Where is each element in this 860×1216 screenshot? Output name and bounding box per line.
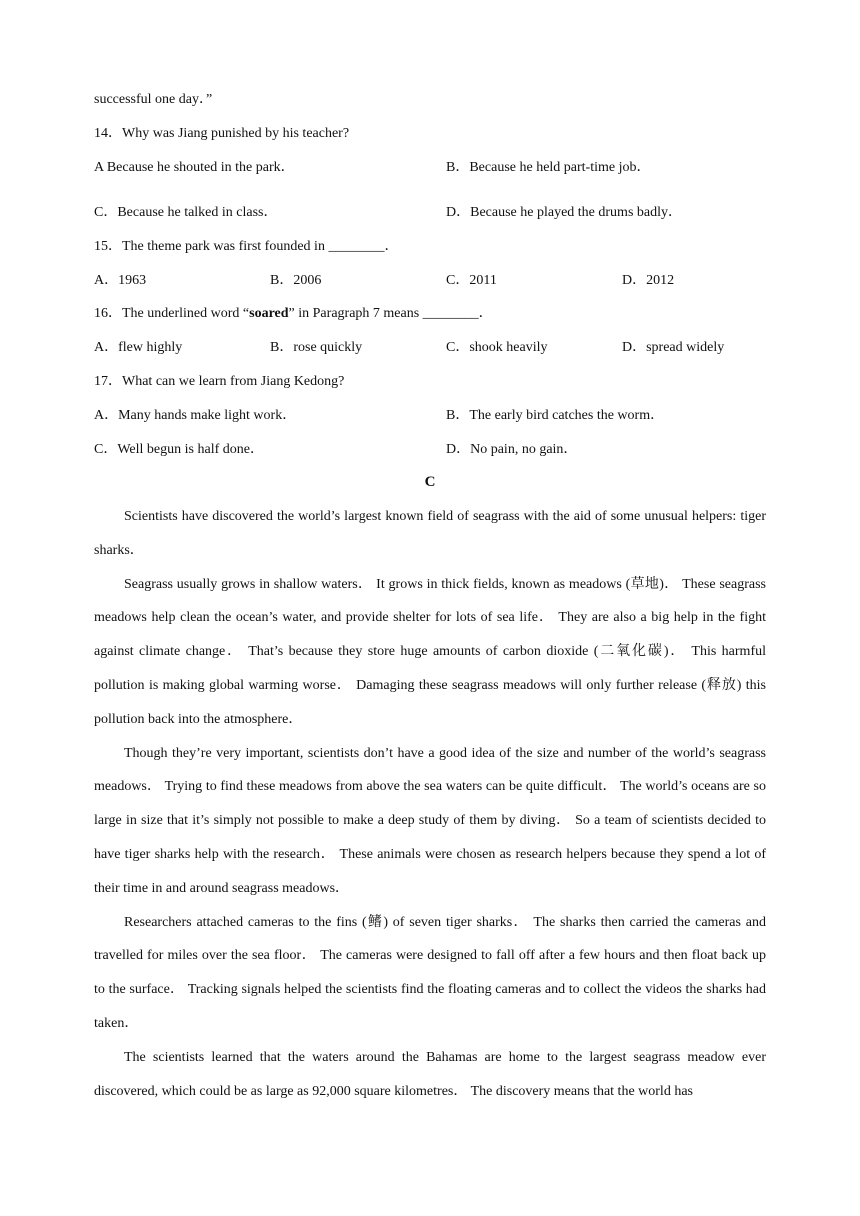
passage-paragraph-2: Seagrass usually grows in shallow waters． It grows in thick fields, known as meadows (草地)． These seagrass meadows help clean the ocean’s water, and provide shelter for lots of sea life． They are also a big help in the fight against climate change． That’s because they store huge amounts of carbon dioxide (二氧化碳)． This harmful pollution is making global warming worse． Damaging these seagrass meadows will only further release (释放) this pollution back into the atmosphere． — [94, 576, 766, 727]
question-14-option-a: A Because he shouted in the park． — [94, 160, 295, 175]
question-15-option-c: C．2011 — [446, 273, 497, 288]
passage-paragraph-4: Researchers attached cameras to the fins (鳍) of seven tiger sharks． The sharks then carried the cameras and travelled for miles over the sea floor． The cameras were designed to fall off after a few hours and then float back up to the surface． Tracking signals helped the scientists find the floating cameras and to collect the videos the sharks had taken． — [94, 914, 766, 1031]
question-16-stem-before: 16．The underlined word “ — [94, 306, 250, 321]
passage-paragraph-1: Scientists have discovered the world’s largest known field of seagrass with the aid of some unusual helpers: tiger sharks． — [94, 509, 766, 558]
question-16-stem-after: ” in Paragraph 7 means ________． — [288, 306, 493, 321]
question-16-target-word: soared — [249, 306, 289, 321]
question-17-option-b: B．The early bird catches the worm． — [446, 408, 665, 423]
question-14-option-c: C．Because he talked in class． — [94, 205, 278, 220]
passage-c — [94, 500, 766, 1108]
question-16-option-a: A．flew highly — [94, 340, 183, 355]
question-16-option-b: B．rose quickly — [270, 340, 363, 355]
question-16-option-d: D．spread widely — [622, 340, 725, 355]
question-15-option-d: D．2012 — [622, 273, 675, 288]
continued-line: successful one day．” — [94, 92, 213, 107]
question-14-option-d: D．Because he played the drums badly． — [446, 205, 682, 220]
question-16-stem — [94, 305, 493, 323]
passage-paragraph-5: The scientists learned that the waters around the Bahamas are home to the largest seagrass meadow ever discovered, which could be as large as 92,000 square kilometres． The discovery means that the world has — [94, 1049, 766, 1099]
question-17-option-a: A．Many hands make light work． — [94, 408, 297, 423]
question-14-stem: 14．Why was Jiang punished by his teacher? — [94, 126, 350, 141]
question-14-option-b: B．Because he held part-time job． — [446, 160, 651, 175]
question-16-option-c: C．shook heavily — [446, 340, 548, 355]
question-15-option-a: A．1963 — [94, 273, 147, 288]
passage-paragraph-3: Though they’re very important, scientists don’t have a good idea of the size and number of the world’s seagrass meadows． Trying to find these meadows from above the sea waters can be quite difficult． The world’s oceans are so large in size that it’s simply not possible to make a deep study of them by diving． So a team of scientists decided to have tiger sharks help with the research． These animals were chosen as research helpers because they spend a lot of their time in and around seagrass meadows． — [94, 745, 766, 896]
question-15-option-b: B．2006 — [270, 273, 322, 288]
question-17-option-c: C．Well begun is half done． — [94, 442, 264, 457]
section-heading: C — [424, 474, 436, 490]
question-17-option-d: D．No pain, no gain． — [446, 442, 578, 457]
question-15-stem: 15．The theme park was first founded in ________． — [94, 239, 399, 254]
question-17-stem: 17．What can we learn from Jiang Kedong? — [94, 374, 345, 389]
